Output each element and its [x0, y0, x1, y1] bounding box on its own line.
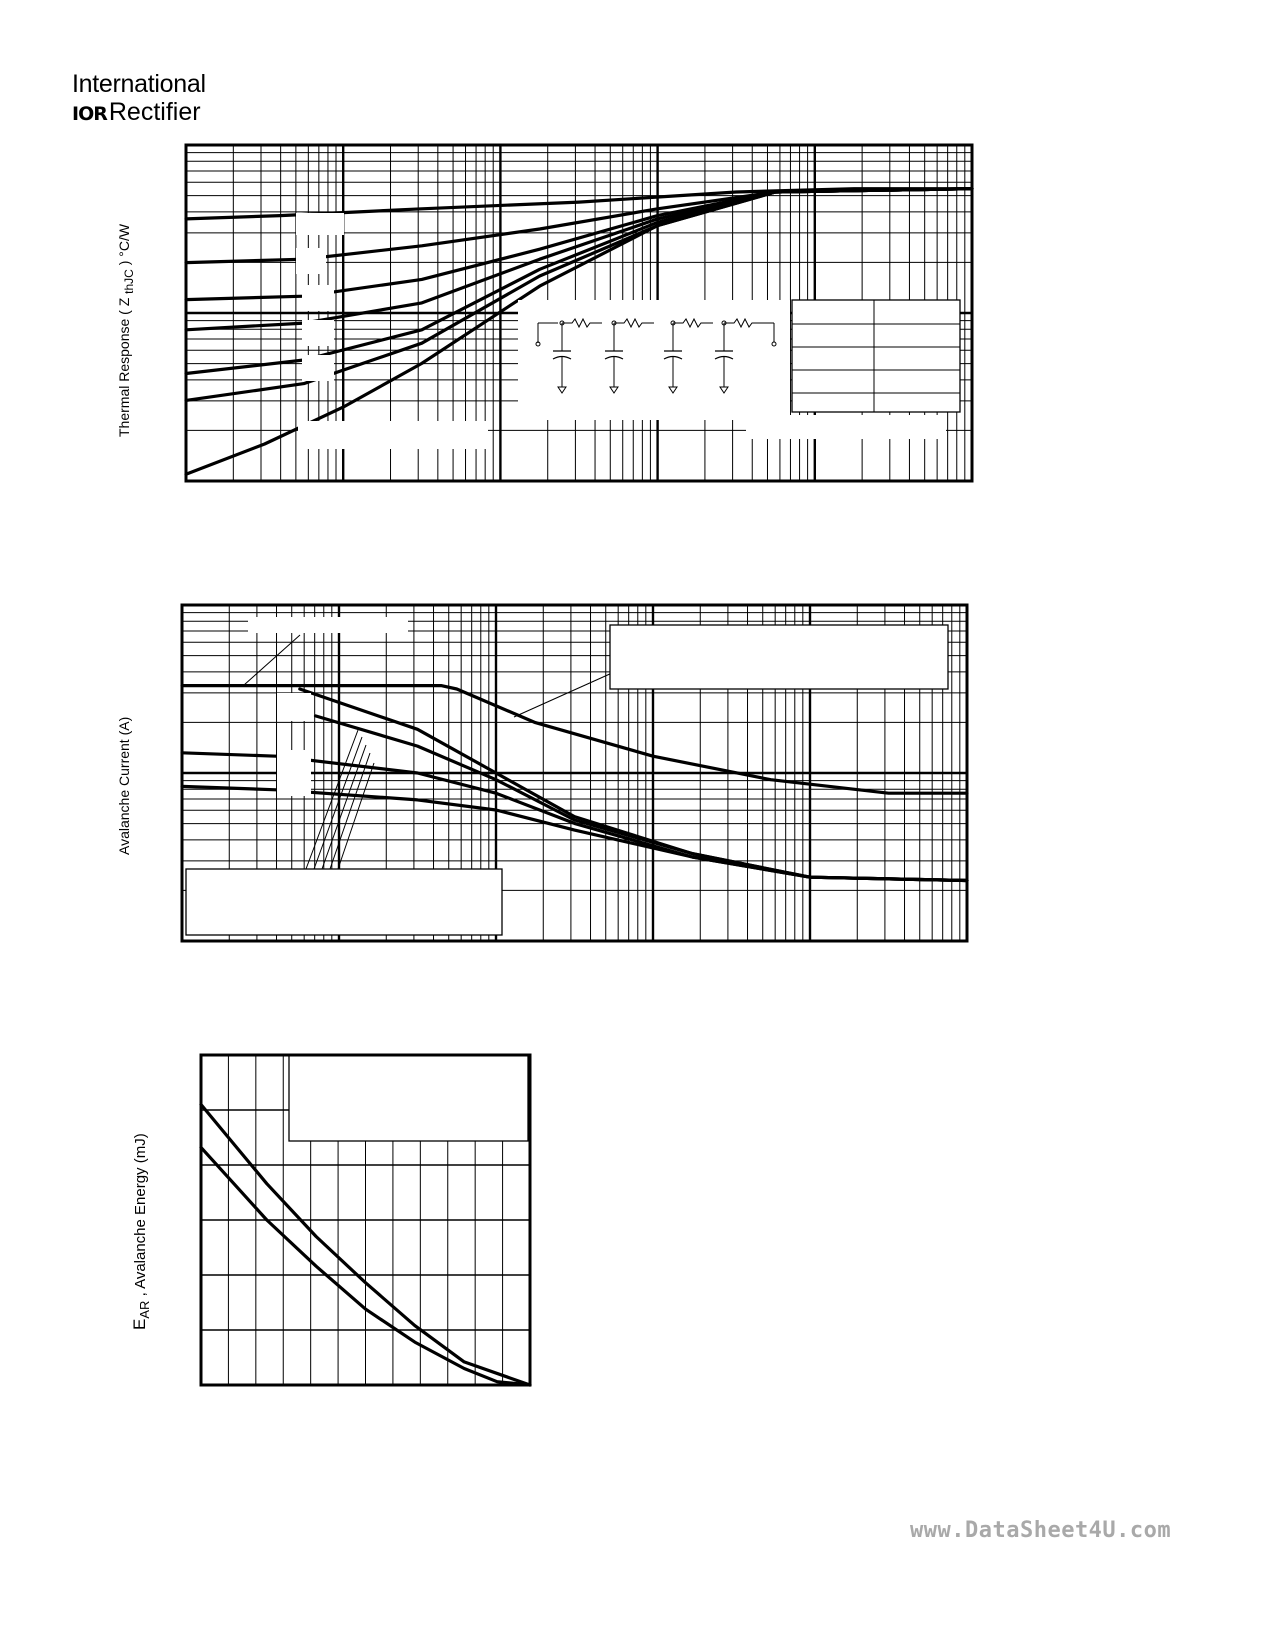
rc-table-frame: [792, 300, 960, 412]
rc-table: [792, 300, 960, 412]
mask-label-2: [296, 248, 326, 274]
annotation-box-right: [610, 625, 948, 689]
mask-label-a: [277, 693, 311, 721]
mask-label-3: [302, 285, 334, 311]
mask-single-pulse: [298, 421, 488, 449]
mask-label-b: [277, 750, 311, 796]
thermal-ylabel: [116, 224, 136, 437]
energy-ylabel-sub: AR: [137, 1300, 152, 1319]
energy-ylabel-end: , Avalanche Energy (mJ): [132, 1133, 149, 1301]
avalanche-current-curve-5: [182, 786, 967, 880]
thermal-ylabel-end: ) °C/W: [116, 223, 132, 266]
avalanche-energy-ylabel: [130, 1133, 152, 1330]
logo-international-text: International: [72, 70, 206, 98]
watermark-text: www.DataSheet4U.com: [910, 1518, 1172, 1543]
leader-line: [514, 673, 612, 717]
avalanche-current-chart: [182, 605, 967, 941]
avalanche-current-ylabel: Avalanche Current (A): [116, 716, 132, 855]
mask-label-1: [296, 213, 344, 235]
mask-legend-top: [248, 617, 408, 633]
logo-rectifier-text: Rectifier: [108, 98, 201, 126]
company-logo: [72, 70, 206, 128]
thermal-ylabel-sub: thJC: [121, 269, 136, 294]
logo-ior-mark: IOR: [72, 103, 107, 125]
mask-label-5: [302, 355, 334, 381]
logo-rectifier-line: [72, 98, 206, 128]
rc-network-area: [518, 300, 790, 420]
thermal-response-chart: [186, 145, 972, 481]
avalanche-energy-chart: [201, 1055, 530, 1385]
avalanche-current-curve-2: [300, 689, 967, 881]
energy-ylabel-main: E: [130, 1318, 149, 1330]
annotation-box-bottom: [186, 869, 502, 935]
energy-annotation-box: [289, 1055, 528, 1141]
thermal-ylabel-main: Thermal Response ( Z: [116, 297, 132, 437]
mask-label-4: [302, 320, 334, 346]
rc-network-box: [518, 300, 790, 420]
avalanche-current-annotations: [186, 617, 948, 935]
leader-line: [338, 763, 374, 869]
